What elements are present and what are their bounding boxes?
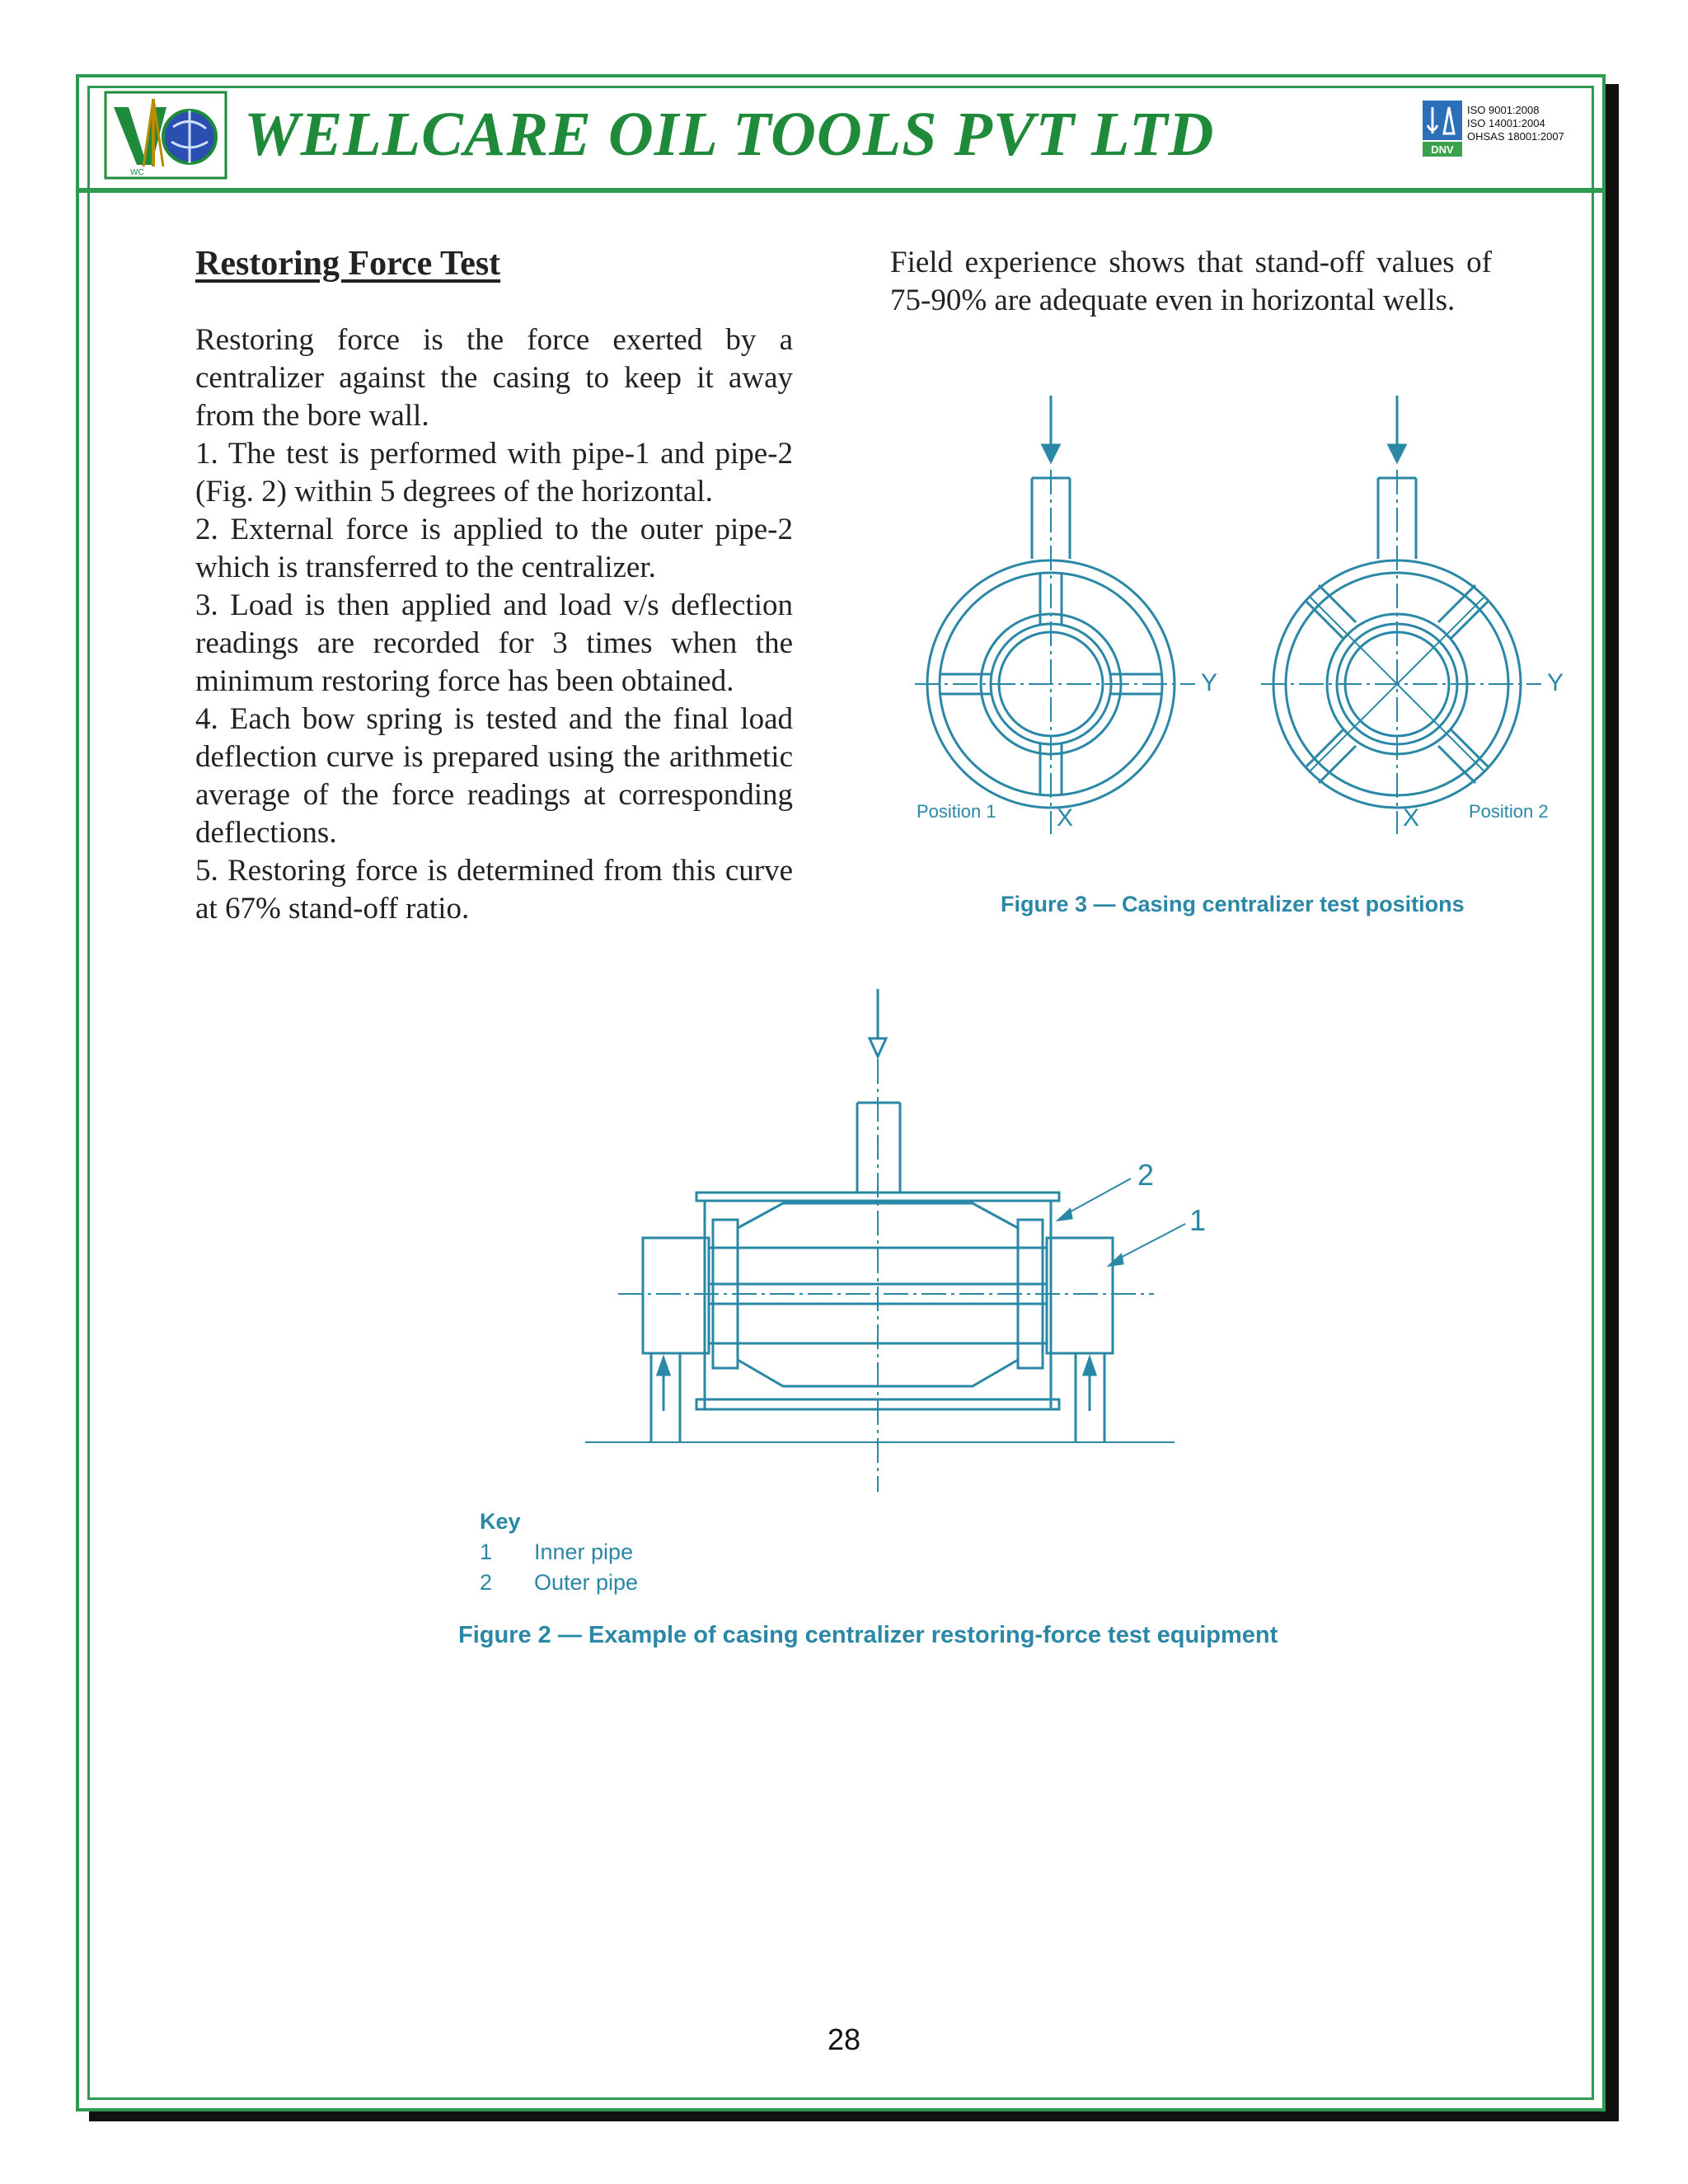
position-1-diagram bbox=[915, 396, 1195, 834]
paragraph-step-1: 1. The test is performed with pipe-1 and pipe-2 (Fig. 2) within 5 degrees of the horizontal. bbox=[195, 437, 793, 509]
paragraph-step-4: 4. Each bow spring is tested and the final load deflection curve is prepared using the arithmetic average of the force readings at corresponding deflections. bbox=[195, 702, 793, 850]
key-label: Inner pipe bbox=[534, 1540, 634, 1564]
page-number: 28 bbox=[827, 2022, 861, 2056]
key-label: Outer pipe bbox=[534, 1570, 639, 1595]
callout-outer-pipe: 2 bbox=[1137, 1158, 1155, 1192]
pos2-axis-x-label: X bbox=[1403, 804, 1420, 832]
key-number: 2 bbox=[480, 1570, 493, 1595]
pos2-axis-y-label: Y bbox=[1547, 669, 1564, 696]
certification-block bbox=[1423, 101, 1596, 166]
figure-3-diagram bbox=[898, 396, 1582, 940]
right-column-text bbox=[890, 244, 1492, 320]
dnv-certification-badge bbox=[1423, 101, 1462, 158]
figure-3-caption: Figure 3 — Casing centralizer test positions bbox=[1001, 892, 1465, 916]
company-logo bbox=[104, 91, 227, 180]
pos1-axis-x-label: X bbox=[1057, 804, 1074, 832]
paragraph-step-3: 3. Load is then applied and load v/s deflection readings are recorded for 3 times when the minimum restoring force has been obtained. bbox=[195, 588, 793, 698]
position-2-label: Position 2 bbox=[1469, 801, 1549, 822]
paragraph-step-5: 5. Restoring force is determined from this curve at 67% stand-off ratio. bbox=[195, 854, 793, 926]
figure-2-caption: Figure 2 — Example of casing centralizer restoring-force test equipment bbox=[458, 1622, 1278, 1648]
key-row-outer-pipe bbox=[480, 1568, 638, 1598]
cert-ohsas-18001: OHSAS 18001:2007 bbox=[1467, 130, 1564, 143]
key-row-inner-pipe bbox=[480, 1537, 638, 1568]
position-2-diagram bbox=[1261, 396, 1541, 834]
pos1-axis-y-label: Y bbox=[1201, 669, 1218, 696]
paragraph-intro: Restoring force is the force exerted by a centralizer against the casing to keep it away from the bore wall. bbox=[195, 323, 793, 433]
letterhead bbox=[79, 77, 1602, 193]
cert-iso-9001: ISO 9001:2008 bbox=[1467, 104, 1540, 116]
key-title: Key bbox=[480, 1509, 521, 1534]
callout-inner-pipe: 1 bbox=[1189, 1203, 1207, 1237]
paragraph-field-experience: Field experience shows that stand-off values of 75-90% are adequate even in horizontal wells. bbox=[890, 246, 1492, 317]
figure-2-diagram bbox=[577, 981, 1236, 1516]
key-number: 1 bbox=[480, 1540, 493, 1564]
company-name: WELLCARE OIL TOOLS PVT LTD bbox=[244, 100, 1215, 169]
section-heading: Restoring Force Test bbox=[195, 245, 501, 283]
left-column-text bbox=[195, 321, 793, 928]
paragraph-step-2: 2. External force is applied to the outer pipe-2 which is transferred to the centralizer. bbox=[195, 513, 793, 584]
svg-text:WC: WC bbox=[130, 168, 144, 177]
position-1-label: Position 1 bbox=[917, 801, 996, 822]
figure-2-key bbox=[480, 1507, 638, 1598]
cert-iso-14001: ISO 14001:2004 bbox=[1467, 117, 1545, 129]
certification-list bbox=[1467, 104, 1564, 143]
svg-text:DNV: DNV bbox=[1431, 143, 1454, 156]
